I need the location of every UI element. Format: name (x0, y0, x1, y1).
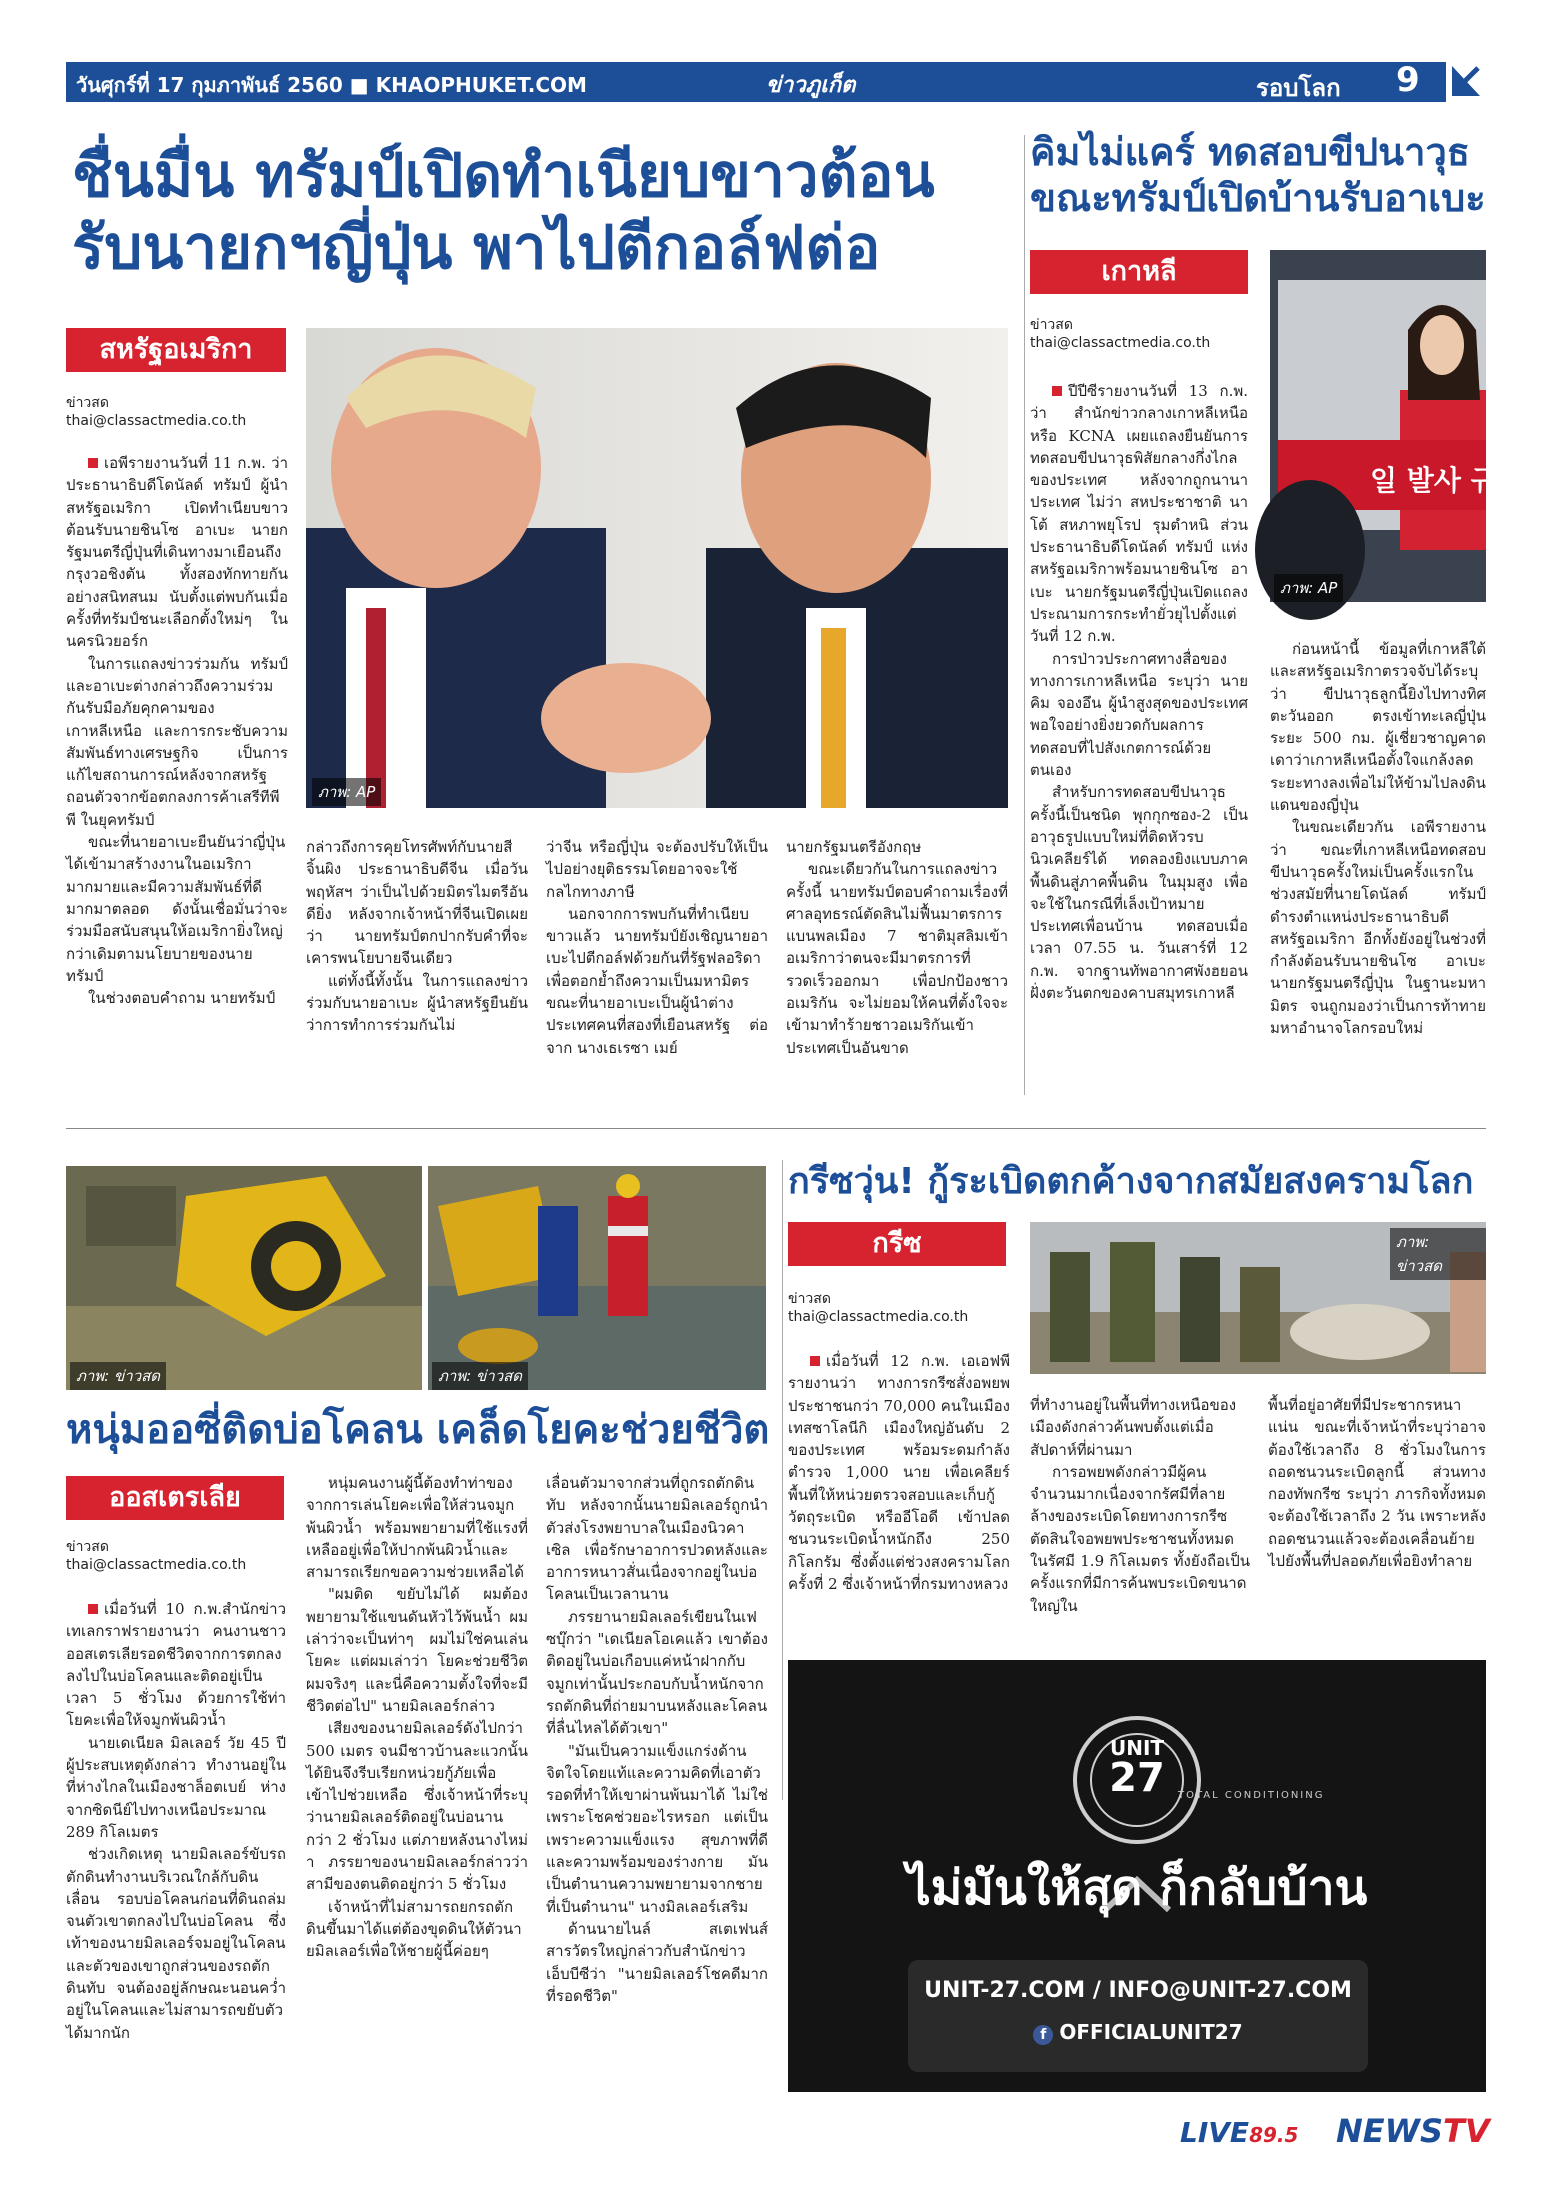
story3-column-1 (66, 1598, 286, 2044)
column-divider (1024, 135, 1025, 1095)
story3-column-2 (306, 1472, 528, 1963)
paragraph: นายกรัฐมนตรีอังกฤษ (786, 838, 922, 856)
story1-headline (72, 140, 1032, 284)
paragraph: "มันเป็นความแข็งแกร่งด้านจิตใจโดยแท้และความคิดที่เอาตัวรอดที่ทำให้เขาผ่านพ้นมาได้ ไม่ใช่เพราะโชคช่วยอะไรหรอก แต่เป็นเพราะความแข็งแรง สุขภาพที่ดี และความพร้อมของร่างกาย มันเป็นตำนานความพยายามจากชายที่เป็นตำนาน" นางมิลเลอร์เสริม (546, 1741, 768, 1916)
byline-name: ข่าวสด (66, 1539, 109, 1555)
story1-headline-line1: ชื่นมื่น ทรัมป์เปิดทำเนียบขาวต้อน (72, 141, 935, 211)
story1-byline (66, 394, 286, 430)
story3-column-3 (546, 1472, 768, 2007)
live-radio-logo (1180, 2116, 1298, 2149)
unit27-advertisement[interactable] (788, 1660, 1486, 2092)
paragraph: เมื่อวันที่ 12 ก.พ. เอเอฟพีรายงานว่า ทางการกรีซสั่งอพยพประชาชนกว่า 70,000 คนในเมืองเทสซาโลนีกิ เมืองใหญ่อันดับ 2 ของประเทศ พร้อมระดมกำลังตำรวจ 1,000 นาย เพื่อเคลียร์พื้นที่ให้หน่วยตรวจสอบและเก็บกู้วัตถุระเบิด หรืออีโอดี เข้าปลดชนวนระเบิดน้ำหนักถึง 250 กิโลกรัม ซึ่งตั้งแต่ช่วงสงครามโลกครั้งที่ 2 ซึ่งเจ้าหน้าที่กรมทางหลวง (788, 1352, 1010, 1593)
paragraph: สำหรับการทดสอบขีปนาวุธครั้งนี้เป็นชนิด พุกกุกซอง-2 เป็นอาวุธรูปแบบใหม่ที่ติดหัวรบนิวเคลียร์ได้ ทดลองยิงแบบภาคพื้นดินสู่ภาคพื้นดิน ในมุมสูง เพื่อจะใช้ในกรณีที่เล็งเป้าหมายประเทศเพื่อนบ้าน ทดสอบเมื่อเวลา 07.55 น. วันเสาร์ที่ 12 ก.พ. จากฐานทัพอากาศพังฮยอน ฝั่งตะวันตกของคาบสมุทรเกาหลี (1030, 783, 1248, 1003)
story1-section-tag: สหรัฐอเมริกา (66, 328, 286, 372)
bullet-icon (810, 1356, 820, 1366)
photo-credit: ภาพ: AP (312, 778, 381, 806)
news-tv-logo (1336, 2112, 1490, 2150)
issue-date-text: วันศุกร์ที่ 17 กุมภาพันธ์ 2560 (76, 73, 343, 97)
page-number: 9 (1396, 60, 1420, 100)
page-header (66, 62, 1484, 102)
story2-headline-line2: ขณะทรัมป์เปิดบ้านรับอาเบะ (1030, 175, 1486, 220)
story2-headline (1030, 130, 1490, 221)
column-divider (782, 1160, 783, 1800)
mud-pit-photo-2 (428, 1166, 766, 1390)
logo-number: 27 (1109, 1755, 1165, 1801)
ad-contact[interactable]: UNIT-27.COM / INFO@UNIT-27.COM (924, 1978, 1352, 2003)
byline-email[interactable]: thai@classactmedia.co.th (66, 413, 247, 429)
paragraph: ขณะเดียวกันในการแถลงข่าวครั้งนี้ นายทรัมป์ตอบคำถามเรื่องที่ศาลอุทธรณ์ตัดสินไม่ฟื้นมาตรการแบนพลเมือง 7 ชาติมุสลิมเข้าอเมริกาว่าตนจะมีมาตรการที่รวดเร็วออกมา เพื่อปกป้องชาวอเมริกัน จะไม่ยอมให้คนที่ตั้งใจจะเข้ามาทำร้ายชาวอเมริกันเข้าประเทศเป็นอันขาด (786, 860, 1008, 1057)
paragraph: ปีปีซีรายงานวันที่ 13 ก.พ. ว่า สำนักข่าวกลางเกาหลีเหนือ หรือ KCNA เผยแถลงยืนยันการทดสอบขีปนาวุธพิสัยกลางกึ่งไกลของประเทศ หลังจากถูกนานาประเทศ ไม่ว่า สหประชาชาติ นาโต้ สหภาพยุโรป รุมตำหนิ ส่วนประธานาธิบดีโดนัลด์ ทรัมป์ แห่งสหรัฐอเมริกาพร้อมนายชินโซ อาเบะ นายกรัฐมนตรีญี่ปุ่นเปิดแถลงประณามการกระทำยั่วยุไปตั้งแต่วันที่ 12 ก.พ. (1030, 382, 1248, 646)
story4-column-2 (1030, 1394, 1250, 1617)
ad-slogan: ไม่มันให้สุด ก็กลับบ้าน (906, 1860, 1368, 1916)
logo-word: UNIT (1109, 1736, 1165, 1760)
paragraph: พื้นที่อยู่อาศัยที่มีประชากรหนาแน่น ขณะที่เจ้าหน้าที่ระบุว่าอาจต้องใช้เวลาถึง 8 ชั่วโมงในการถอดชนวนระเบิดลูกนี้ ส่วนทางกองทัพกรีซ ระบุว่า ภารกิจทั้งหมดจะต้องใช้เวลาถึง 2 วัน เพราะหลังถอดชนวนแล้วจะต้องเคลื่อนย้ายไปยังพื้นที่ปลอดภัยเพื่อยิงทำลาย (1268, 1396, 1486, 1571)
paragraph: แต่ทั้งนี้ทั้งนั้น ในการแถลงข่าวร่วมกับนายอาเบะ ผู้นำสหรัฐยืนยันว่าการทำการร่วมกันไม่ (306, 971, 528, 1035)
paragraph: เลื่อนตัวมาจากส่วนที่ถูกรถตักดินทับ หลังจากนั้นนายมิลเลอร์ถูกนำตัวส่งโรงพยาบาลในเมืองนิวคาเซิล เพื่อรักษาอาการปวดหลังและอาการหนาวสั่นเนื่องจากอยู่ในบ่อโคลนเป็นเวลานาน (546, 1474, 768, 1604)
byline-email[interactable]: thai@classactmedia.co.th (66, 1557, 247, 1573)
paragraph: ด้านนายไนล์ สเตเฟนส์ สารวัตรใหญ่กล่าวกับสำนักข่าวเอ็บบีซีว่า "นายมิลเลอร์โชคดีมากที่รอดชีวิต" (546, 1919, 768, 2005)
logo-text: NEWS (1336, 2112, 1443, 2150)
bullet-icon (1052, 386, 1062, 396)
paragraph: การอพยพดังกล่าวมีผู้คนจำนวนมากเนื่องจากรัศมีที่ลายล้างของระเบิดโดยทางการกรีซตัดสินใจอพยพประชาชนทั้งหมดในรัศมี 1.9 กิโลเมตร ทั้งยังถือเป็นครั้งแรกที่มีการค้นพบระเบิดขนาดใหญ่ใน (1030, 1462, 1250, 1615)
paragraph: กล่าวถึงการคุยโทรศัพท์กับนายสี จิ้นผิง ประธานาธิบดีจีน เมื่อวันพฤหัสฯ ว่าเป็นไปด้วยมิตรไมตรีอันดียิ่ง หลังจากเจ้าหน้าที่จีนเปิดเผยว่า นายทรัมป์ตกปากรับคำที่จะเคารพนโยบายจีนเดียว (306, 838, 528, 968)
story2-column-2 (1270, 638, 1486, 1039)
story3-byline (66, 1538, 286, 1574)
trump-abe-photo (306, 328, 1008, 808)
paragraph: เสียงของนายมิลเลอร์ดังไปกว่า 500 เมตร จนมีชาวบ้านละแวกนั้นได้ยินจึงรีบเรียกหน่วยกู้ภัยเพื่อเข้าไปช่วยเหลือ ซึ่งเจ้าหน้าที่ระบุว่านายมิลเลอร์ติดอยู่ในบ่อนานกว่า 2 ชั่วโมง แต่ภายหลังนางไหม่า ภรรยาของนายมิลเลอร์กล่าวว่า สามีของตนติดอยู่กว่า 5 ชั่วโมง (306, 1719, 528, 1894)
logo-text: LIVE (1180, 2116, 1250, 2149)
paragraph: ภรรยานายมิลเลอร์เขียนในเฟซบุ๊กว่า "เดเนียลโอเคแล้ว เขาต้องติดอยู่ในบ่อเกือบแค่หน้าฝากกับจมูกเท่านั้นประกอบกับน้ำหนักจากรถตักดินที่ถ่ายมาบนหลังและโคลนที่ลื่นไหลได้ตัวเขา" (546, 1607, 768, 1738)
story4-byline (788, 1290, 1008, 1326)
paragraph: เอพีรายงานวันที่ 11 ก.พ. ว่า ประธานาธิบดีโดนัลด์ ทรัมป์ ผู้นำสหรัฐอเมริกา เปิดทำเนียบขาวต้อนรับนายชินโซ อาเบะ นายกรัฐมนตรีญี่ปุ่นที่เดินทางมาเยือนถึงกรุงวอชิงตัน ทั้งสองทักทายกันอย่างสนิทสนม นับตั้งแต่พบกันเมื่อครั้งที่ทรัมป์ชนะเลือกตั้งใหม่ๆ ในนครนิวยอร์ก (66, 454, 288, 651)
byline-email[interactable]: thai@classactmedia.co.th (1030, 335, 1211, 351)
photo-credit: ภาพ: ข่าวสด (432, 1362, 528, 1390)
mud-pit-photo-1 (66, 1166, 422, 1390)
unit27-logo (1098, 1736, 1176, 1801)
story1-column-3 (546, 836, 768, 1059)
paragraph: หนุ่มคนงานผู้นี้ต้องทำท่าของจากการเล่นโยคะเพื่อให้ส่วนจมูกพ้นผิวน้ำ พร้อมพยายามที่ใช้แรงที่เหลืออยู่เพื่อให้ปากพ้นผิวน้ำและสามารถเรียกขอความช่วยเหลือได้ (306, 1474, 528, 1582)
bullet-icon (88, 1604, 98, 1614)
story1-column-1 (66, 452, 288, 1009)
logo-ring-text: TOTAL CONDITIONING (1178, 1790, 1325, 1801)
byline-name: ข่าวสด (788, 1291, 831, 1307)
paragraph: เมื่อวันที่ 10 ก.พ.สำนักข่าวเทเลกราฟรายงานว่า คนงานชาวออสเตรเลียรอดชีวิตจากการตกลงลงไปในบ่อโคลนและติดอยู่เป็นเวลา 5 ชั่วโมง ด้วยการใช้ท่าโยคะเพื่อให้จมูกพ้นผิวน้ำ (66, 1600, 286, 1730)
paragraph: ในการแถลงข่าวร่วมกัน ทรัมป์และอาเบะต่างกล่าวถึงความร่วมกันรับมือภัยคุกคามของเกาหลีเหนือ และการกระชับความสัมพันธ์ทางเศรษฐกิจ เป็นการแก้ไขสถานการณ์หลังจากสหรัฐถอนตัวจากข้อตกลงการค้าเสรีทีพีพี ในยุคทรัมป์ (66, 654, 288, 829)
logo-frequency: 89.5 (1249, 2123, 1299, 2147)
greece-bomb-photo (1030, 1222, 1486, 1374)
byline-email[interactable]: thai@classactmedia.co.th (788, 1309, 969, 1325)
story3-section-tag: ออสเตรเลีย (66, 1476, 284, 1520)
story2-column-1 (1030, 380, 1248, 1004)
story4-column-1 (788, 1350, 1010, 1595)
byline-name: ข่าวสด (66, 395, 109, 411)
ad-social[interactable] (908, 2020, 1368, 2045)
story4-headline: กรีซวุ่น! กู้ระเบิดตกค้างจากสมัยสงครามโลก (788, 1161, 1474, 1202)
story2-byline (1030, 316, 1250, 352)
paragraph: "ผมติด ขยับไม่ได้ ผมต้องพยายามใช้แขนดันหัวไว้พ้นน้ำ ผมเล่าว่าจะเป็นท่าๆ ผมไม่ใช่คนเล่นโยคะ แต่ผมเล่าว่า โยคะช่วยชีวิตผมจริงๆ และนี่คือความตั้งใจที่จะมีชีวิตต่อไป" นายมิลเลอร์กล่าว (306, 1585, 528, 1715)
paragraph: เจ้าหน้าที่ไม่สามารถยกรถตักดินขึ้นมาได้แต่ต้องขุดดินให้ตัวนายมิลเลอร์เพื่อให้ชายผู้นี้ค่อยๆ (306, 1897, 522, 1961)
story4-column-3 (1268, 1394, 1486, 1572)
story1-headline-line2: รับนายกฯญี่ปุ่น พาไปตีกอล์ฟต่อ (72, 213, 881, 283)
section-name: รอบโลก (1256, 74, 1341, 102)
byline-name: ข่าวสด (1030, 317, 1073, 333)
paragraph: ช่วงเกิดเหตุ นายมิลเลอร์ขับรถตักดินทำงานบริเวณใกล้กับดินเลื่อน รอบบ่อโคลนก่อนที่ดินถล่มจนตัวเขาตกลงไปในบ่อโคลน ซึ่งเท้าของนายมิลเลอร์จมอยู่ในโคลนและตัวของเขาถูกส่วนของรถตักดินทับ จนต้องอยู่ลักษณะนอนคว่ำอยู่ในโคลนและไม่สามารถขยับตัวได้มากนัก (66, 1845, 286, 2042)
photo-credit: ภาพ: ข่าวสด (1390, 1228, 1486, 1280)
story2-section-tag: เกาหลี (1030, 250, 1248, 294)
paragraph: ในขณะเดียวกัน เอพีรายงานว่า ขณะที่เกาหลีเหนือทดสอบขีปนาวุธครั้งใหม่เป็นครั้งแรกในช่วงสมัยที่นายโดนัลด์ ทรัมป์ ดำรงตำแหน่งประธานาธิบดีสหรัฐอเมริกา อีกทั้งยังอยู่ในช่วงที่กำลังต้อนรับนายชินโซ อาเบะ นายกรัฐมนตรีญี่ปุ่น ในฐานะมหามิตร จนถูกมองว่าเป็นการท้าทายมหาอำนาจโลกรอบใหม่ (1270, 818, 1486, 1038)
story2-headline-line1: คิมไม่แคร์ ทดสอบขีปนาวุธ (1030, 130, 1470, 174)
logo-suffix: TV (1442, 2112, 1490, 2150)
story3-headline: หนุ่มออซี่ติดบ่อโคลน เคล็ดโยคะช่วยชีวิต (66, 1407, 770, 1453)
paragraph: ก่อนหน้านี้ ข้อมูลที่เกาหลีใต้และสหรัฐอเมริกาตรวจจับได้ระบุว่า ขีปนาวุธลูกนี้ยิงไปทางทิศตะวันออก ตรงเข้าทะเลญี่ปุ่น ระยะ 500 กม. ผู้เชี่ยวชาญคาดเดาว่าเกาหลีเหนือตั้งใจแกล้งลดระยะทางลงเพื่อไม่ให้ข้ามไปลงดินแดนของญี่ปุ่น (1270, 640, 1486, 815)
paragraph: ที่ทำงานอยู่ในพื้นที่ทางเหนือของเมืองดังกล่าวค้นพบตั้งแต่เมื่อสัปดาห์ที่ผ่านมา (1030, 1396, 1237, 1459)
photo-credit: ภาพ: ข่าวสด (70, 1362, 166, 1390)
story1-column-2 (306, 836, 528, 1037)
photo-credit: ภาพ: AP (1274, 574, 1343, 602)
corner-arrow-icon (1446, 62, 1484, 102)
facebook-icon: f (1033, 2025, 1053, 2045)
paragraph: นายเดเนียล มิลเลอร์ วัย 45 ปี ผู้ประสบเหตุดังกล่าว ทำงานอยู่ในที่ห่างไกลในเมืองชาล็อตเบย์ ห่างจากซิดนีย์ไปทางเหนือประมาณ 289 กิโลเมตร (66, 1733, 286, 1841)
site-name[interactable]: KHAOPHUKET.COM (375, 73, 587, 97)
bullet-icon (88, 458, 98, 468)
korean-news-photo (1270, 250, 1525, 602)
paragraph: การป่าวประกาศทางสื่อของทางการเกาหลีเหนือ ระบุว่า นายคิม จองอึน ผู้นำสูงสุดของประเทศพอใจอย่างยิ่งยวดกับผลการทดสอบที่ไปสังเกตการณ์ด้วยตนเอง (1030, 649, 1248, 780)
story1-column-4 (786, 836, 1008, 1059)
newspaper-logo: ข่าวภูเก็ต (766, 73, 856, 98)
paragraph: นอกจากการพบกันที่ทำเนียบขาวแล้ว นายทรัมป์ยังเชิญนายอาเบะไปตีกอล์ฟด้วยกันที่รัฐฟลอริดา เพื่อตอกย้ำถึงความเป็นมหามิตร ขณะที่นายอาเบะเป็นผู้นำต่างประเทศคนที่สองที่เยือนสหรัฐ ต่อจาก นางเธเรซา เมย์ (546, 904, 768, 1057)
issue-date: วันศุกร์ที่ 17 กุมภาพันธ์ 2560 ■ KHAOPHUKET.COM (76, 73, 587, 97)
tv-caption: 일 발사 규탄 (1370, 464, 1525, 497)
story4-section-tag: กรีซ (788, 1222, 1006, 1266)
paragraph: ในช่วงตอบคำถาม นายทรัมป์ (88, 989, 276, 1008)
section-divider (66, 1128, 1486, 1129)
paragraph: ว่าจีน หรือญี่ปุ่น จะต้องปรับให้เป็นไปอย่างยุติธรรมโดยอาจจะใช้กลไกทางภาษี (546, 838, 768, 901)
paragraph: ขณะที่นายอาเบะยืนยันว่าญี่ปุ่นได้เข้ามาสร้างงานในอเมริกามากมายและมีความสัมพันธ์ที่ดีมากมาตลอด ดังนั้นเชื่อมั่นว่าจะร่วมมือสนับสนุนให้อเมริกายิ่งใหญ่กว่าเดิมตามนโยบายของนายทรัมป์ (66, 833, 288, 985)
social-handle: OFFICIALUNIT27 (1059, 2020, 1243, 2044)
